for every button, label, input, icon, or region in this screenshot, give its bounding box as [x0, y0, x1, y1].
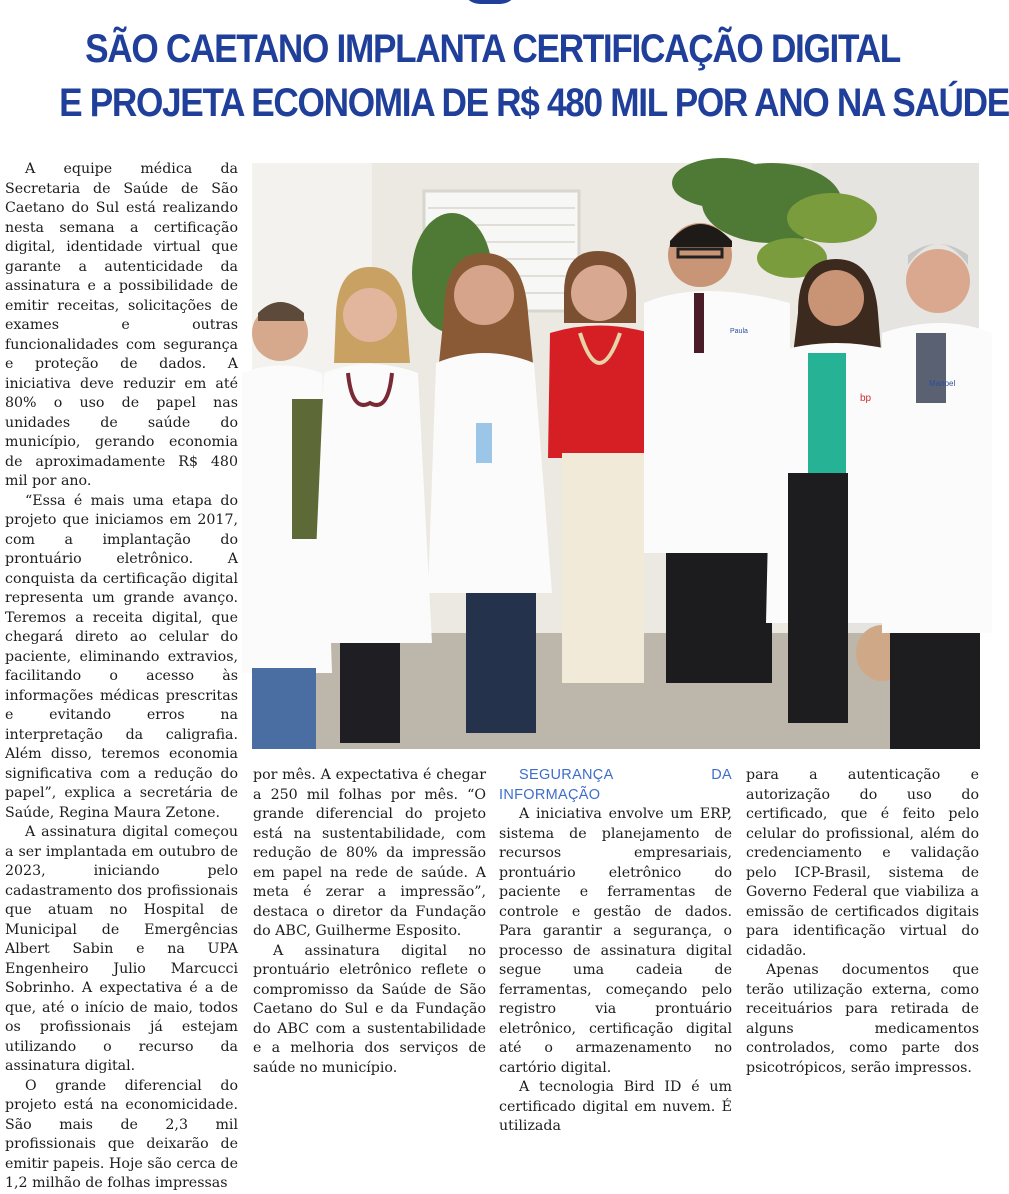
group-photo: [252, 163, 979, 749]
coat-logo-bp: bp: [860, 393, 872, 404]
paragraph: A equipe médica da Secretaria de Saúde de São Caetano do Sul está realizando nesta semana a certificação digital, identidade virtual que garante a autenticidade da assinatura e a possibilidade de emitir receitas, solicitações de exames e outras funcionalidades com segurança e proteção de dados. A iniciativa deve reduzir em até 80% o uso de papel nas unidades de saúde do município, gerando economia de aproximadamente R$ 480 mil por ano.: [5, 161, 238, 489]
coat-name-manoel: Manoel: [929, 379, 956, 388]
paragraph: O grande diferencial do projeto está na economicidade. São mais de 2,3 mil profissionais que deixarão de emitir papeis. Hoje são cerca de 1,2 milhão de folhas impressas: [5, 1077, 238, 1191]
headline-line-1: SÃO CAETANO IMPLANTA CERTIFICAÇÃO DIGITAL: [85, 27, 900, 71]
paragraph: A tecnologia Bird ID é um certificado digital em nuvem. É utilizada: [499, 1079, 732, 1134]
paragraph: “Essa é mais uma etapa do projeto que iniciamos em 2017, com a implantação do prontuário eletrônico. A conquista da certificação digital representa um grande avanço. Teremos a receita digital, que chegará direto ao celular do paciente, eliminando extravios, facilitando o acesso às informações médicas prescritas e evitando erros na interpretação da caligrafia. Além disso, teremos economia significativa com a redução do papel”, explica a secretária de Saúde, Regina Maura Zetone.: [5, 492, 238, 821]
headline-line-2: E PROJETA ECONOMIA DE R$ 480 MIL POR ANO NA SAÚDE: [59, 81, 1009, 125]
photo-illustration: [252, 163, 979, 749]
article-column-1: [5, 160, 238, 1191]
section-heading: SEGURANÇA DA INFORMAÇÃO: [499, 767, 732, 803]
coat-name-paula: Paula: [730, 328, 748, 335]
paragraph: por mês. A expectativa é chegar a 250 mil folhas por mês. “O grande diferencial do projeto está na sustentabilidade, com redução de 80% da impressão em papel na rede de saúde. A meta é zerar a impressão”, destaca o diretor da Fundação do ABC, Guilherme Esposito.: [253, 767, 486, 939]
headline: [59, 22, 1009, 130]
paragraph: A assinatura digital no prontuário eletrônico reflete o compromisso da Saúde de São Caetano do Sul e da Fundação do ABC com a sustentabilidade e a melhoria dos serviços de saúde no município.: [253, 942, 486, 1076]
paragraph: para a autenticação e autorização do uso do certificado, que é feito pelo celular do profissional, além do credenciamento e validação pelo ICP-Brasil, sistema de Governo Federal que viabiliza a emissão de certificados digitais para identificação virtual do cidadão.: [746, 767, 979, 959]
article-column-3: [499, 766, 732, 1134]
top-logo-mark: [462, 0, 518, 4]
article-column-4: [746, 766, 979, 1076]
paragraph: Apenas documentos que terão utilização externa, como receituários para retirada de alguns medicamentos controlados, como parte dos psicotrópicos, serão impressos.: [746, 962, 979, 1076]
paragraph: A assinatura digital começou a ser implantada em outubro de 2023, iniciando pelo cadastramento dos profissionais que atuam no Hospital de Municipal de Emergências Albert Sabin e na UPA Engenheiro Julio Marcucci Sobrinho. A expectativa é a de que, até o início de maio, todos os profissionais já estejam utilizando o recurso da assinatura digital.: [5, 824, 238, 1074]
paragraph: A iniciativa envolve um ERP, sistema de planejamento de recursos empresariais, prontuário eletrônico do paciente e ferramentas de controle e gestão de dados. Para garantir a segurança, o processo de assinatura digital segue uma cadeia de ferramentas, começando pelo registro via prontuário eletrônico, certificação digital até o armazenamento no cartório digital.: [499, 806, 732, 1076]
article-column-2: [253, 766, 486, 1076]
